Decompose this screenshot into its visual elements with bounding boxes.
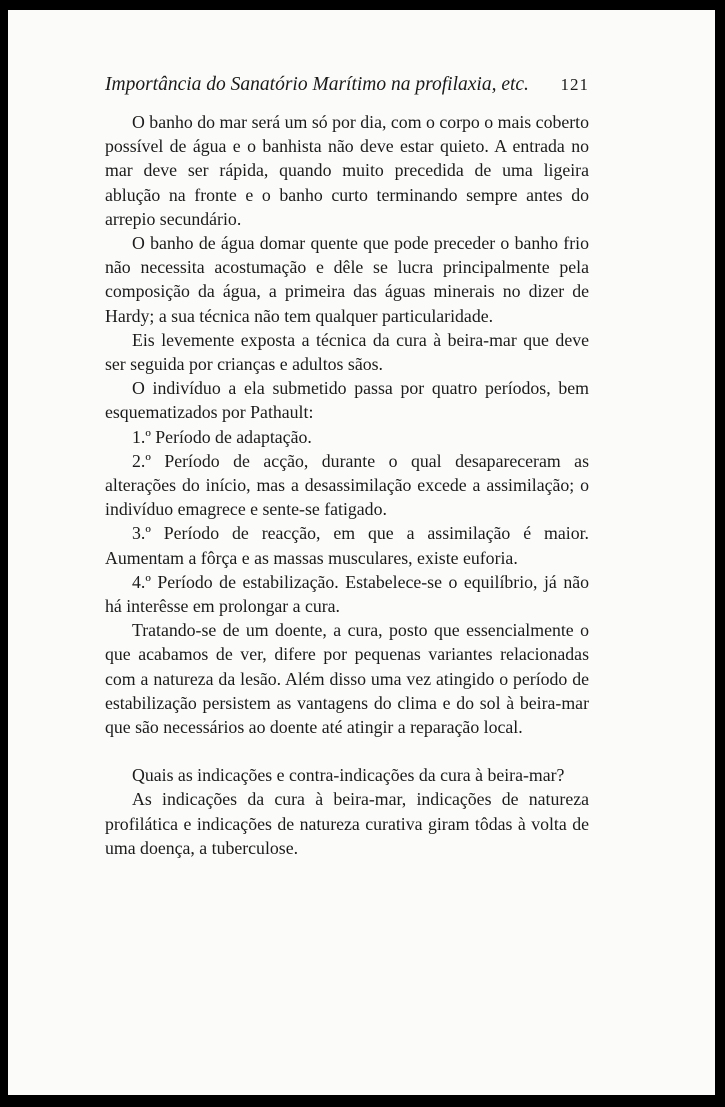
paragraph-3: Eis levemente exposta a técnica da cura à beira-mar que deve ser seguida por crianças e adultos sãos. [105, 329, 589, 375]
paragraph-6: As indicações da cura à beira-mar, indicações de natureza profilática e indicações de natureza curativa giram tôdas à volta de uma doença, a tuberculose. [105, 789, 589, 858]
running-head [105, 72, 589, 98]
body-text [105, 110, 589, 860]
paragraph-4: O indivíduo a ela submetido passa por quatro períodos, bem esquematizados por Pathault: [105, 378, 589, 423]
question-paragraph: Quais as indicações e contra-indicações da cura à beira-mar? [132, 765, 565, 786]
paragraph-1: O banho do mar será um só por dia, com o corpo o mais coberto possível de água e o banhista não deve estar quieto. A entrada no mar deve ser rápida, quando muito precedida de uma ligeira ablução na fronte e o banho curto terminando sempre antes do arrepio secundário. [105, 112, 589, 229]
book-page [8, 10, 715, 1095]
running-title: Importância do Sanatório Marítimo na profilaxia, etc. [105, 74, 529, 95]
page-content [105, 72, 589, 860]
period-item-4: 4.º Período de estabilização. Estabelece-se o equilíbrio, já não há interêsse em prolongar a cura. [105, 571, 589, 617]
paragraph-5: Tratando-se de um doente, a cura, posto que essencialmente o que acabamos de ver, difere por pequenas variantes relacionadas com a natureza da lesão. Além disso uma vez atingido o período de estabilização persistem as vantagens do clima e do sol à beira-mar que são necessários ao doente até atingir a reparação local. [105, 620, 589, 738]
paragraph-2: O banho de água domar quente que pode preceder o banho frio não necessita acostumação e dêle se lucra principalmente pela composição da água, a primeira das águas minerais no dizer de Hardy; a sua técnica não tem qualquer particularidade. [105, 233, 589, 326]
period-item-3: 3.º Período de reacção, em que a assimilação é maior. Aumentam a fôrça e as massas musculares, existe euforia. [105, 523, 589, 568]
period-item-2: 2.º Período de acção, durante o qual desapareceram as alterações do início, mas a desassimilação excede a assimilação; o indivíduo emagrece e sente-se fatigado. [105, 450, 589, 520]
period-item-1: 1.º Período de adaptação. [132, 426, 312, 447]
page-number: 121 [560, 75, 589, 94]
